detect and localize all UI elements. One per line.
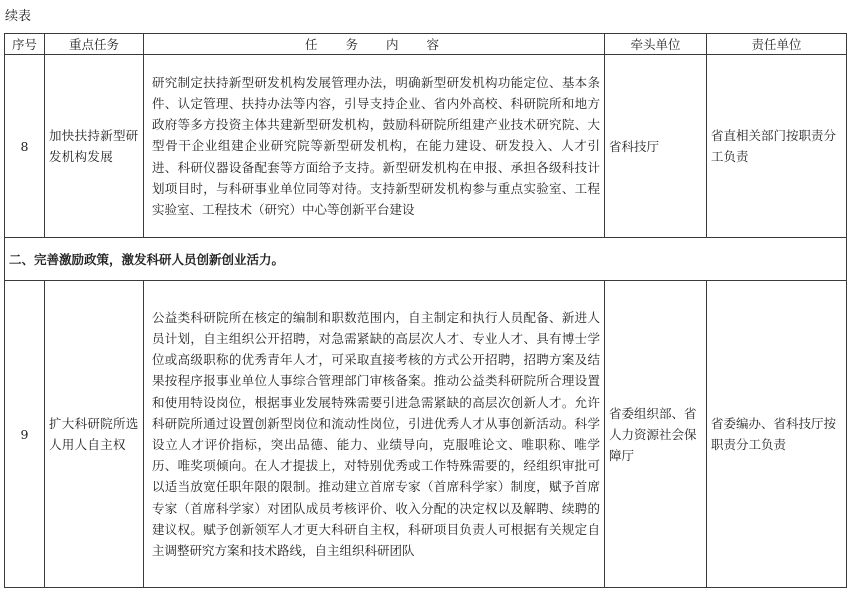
row-responsible-unit: 省直相关部门按职责分工负责 [707, 55, 847, 238]
section-heading-row [5, 238, 847, 281]
header-resp: 责任单位 [707, 34, 847, 55]
task-table [4, 33, 847, 588]
table-caption: 续表 [5, 9, 32, 24]
row-responsible-unit: 省委编办、省科技厅按职责分工负责 [707, 281, 847, 588]
header-task: 重点任务 [45, 34, 144, 55]
header-num: 序号 [5, 34, 45, 55]
row-content: 研究制定扶持新型研发机构发展管理办法，明确新型研发机构功能定位、基本条件、认定管理、扶持办法等内容，引导支持企业、省内外高校、科研院所和地方政府等多方投资主体共建新型研发机构，鼓励科研院所组建产业技术研究院、大型骨干企业组建企业研究院等新型研发机构，在能力建设、研发投入、人才引进、科研仪器设备配套等方面给予支持。新型研发机构在申报、承担各级科技计划项目时，与科研事业单位同等对待。支持新型研发机构参与重点实验室、工程实验室、工程技术（研究）中心等创新平台建设 [144, 55, 605, 238]
header-lead: 牵头单位 [605, 34, 707, 55]
row-lead-unit: 省科技厅 [605, 55, 707, 238]
table-row [5, 55, 847, 238]
row-number: 8 [5, 55, 45, 238]
row-number: 9 [5, 281, 45, 588]
table-row [5, 281, 847, 588]
section-heading: 二、完善激励政策，激发科研人员创新创业活力。 [5, 238, 847, 281]
header-content: 任务内容 [144, 34, 605, 55]
row-content: 公益类科研院所在核定的编制和职数范围内，自主制定和执行人员配备、新进人员计划，自主组织公开招聘，对急需紧缺的高层次人才、专业人才、具有博士学位或高级职称的优秀青年人才，可采取直接考核的方式公开招聘，招聘方案及结果按程序报事业单位人事综合管理部门审核备案。推动公益类科研院所合理设置和使用特设岗位，根据事业发展特殊需要引进急需紧缺的高层次创新人才。允许科研院所通过设置创新型岗位和流动性岗位，引进优秀人才从事创新活动。科学设立人才评价指标，突出品德、能力、业绩导向，克服唯论文、唯职称、唯学历、唯奖项倾向。在人才提拔上，对特别优秀或工作特殊需要的，经组织审批可以适当放宽任职年限的限制。推动建立首席专家（首席科学家）制度，赋予首席专家（首席科学家）对团队成员考核评价、收入分配的决定权以及解聘、续聘的建议权。赋予创新领军人才更大科研自主权，科研项目负责人可根据有关规定自主调整研究方案和技术路线，自主组织科研团队 [144, 281, 605, 588]
row-lead-unit: 省委组织部、省人力资源社会保障厅 [605, 281, 707, 588]
row-task: 加快扶持新型研发机构发展 [45, 55, 144, 238]
header-row [5, 34, 847, 55]
row-task: 扩大科研院所选人用人自主权 [45, 281, 144, 588]
